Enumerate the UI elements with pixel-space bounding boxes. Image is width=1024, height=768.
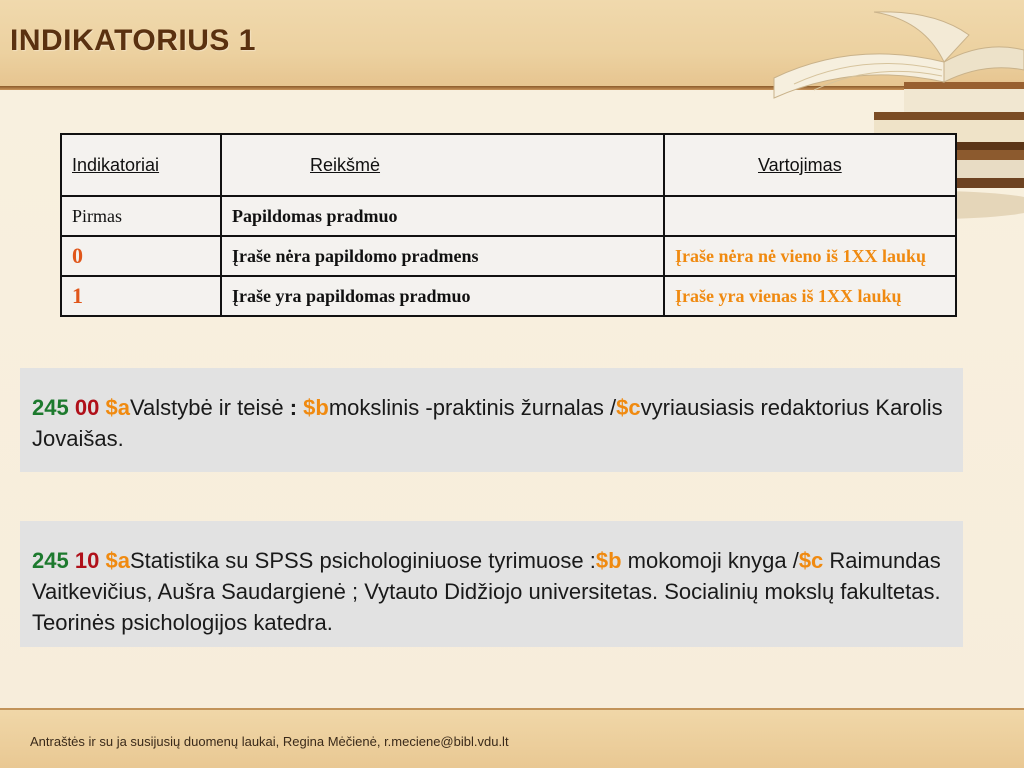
table-row: [61, 276, 956, 316]
subfield-b: $b: [595, 548, 622, 573]
indicator-code: 10: [74, 548, 100, 573]
cell-meaning: Įraše yra papildomas pradmuo: [221, 276, 664, 316]
subfield-a-text: Valstybė ir teisė: [129, 395, 290, 420]
cell-usage: [664, 196, 956, 236]
cell-usage: Įraše yra vienas iš 1XX laukų: [664, 276, 956, 316]
indicator-code: 00: [74, 395, 100, 420]
separator-colon: :: [289, 395, 298, 420]
footer-text: Antraštės ir su ja susijusių duomenų laukai, Regina Mėčienė, r.meciene@bibl.vdu.lt: [30, 734, 509, 749]
field-tag: 245: [32, 548, 69, 573]
cell-meaning: Įraše nėra papildomo pradmens: [221, 236, 664, 276]
cell-indicator: 1: [61, 276, 221, 316]
example-box-1: [20, 368, 963, 472]
indicators-table: [60, 133, 957, 317]
subfield-c: $c: [798, 548, 824, 573]
header-indicators: Indikatoriai: [61, 134, 221, 196]
table-row: [61, 236, 956, 276]
subfield-b-text: mokslinis -praktinis žurnalas /: [328, 395, 617, 420]
subfield-a: $a: [105, 548, 130, 573]
subfield-c-text: vyriausiasis redaktorius Karolis Jovaišas.: [32, 395, 943, 451]
cell-usage: Įraše nėra nė vieno iš 1XX laukų: [664, 236, 956, 276]
subfield-a-text: Statistika su SPSS psichologiniuose tyrimuose :: [129, 548, 596, 573]
field-tag: 245: [32, 395, 69, 420]
example-box-2: [20, 521, 963, 647]
subfield-b-text: mokomoji knyga /: [621, 548, 799, 573]
subfield-b: $b: [297, 395, 329, 420]
subfield-c: $c: [616, 395, 641, 420]
header-meaning: Reikšmė: [221, 134, 664, 196]
subfield-c-text: Raimundas Vaitkevičius, Aušra Saudargienė ; Vytauto Didžiojo universitetas. Socialinių mokslų fakultetas. Teorinės psichologijos katedra.: [32, 548, 941, 635]
cell-meaning: Papildomas pradmuo: [221, 196, 664, 236]
table-row: [61, 196, 956, 236]
subfield-a: $a: [105, 395, 130, 420]
cell-indicator: 0: [61, 236, 221, 276]
page-title: INDIKATORIUS 1: [10, 24, 256, 57]
header-usage: Vartojimas: [664, 134, 956, 196]
table-header-row: [61, 134, 956, 196]
cell-indicator: Pirmas: [61, 196, 221, 236]
